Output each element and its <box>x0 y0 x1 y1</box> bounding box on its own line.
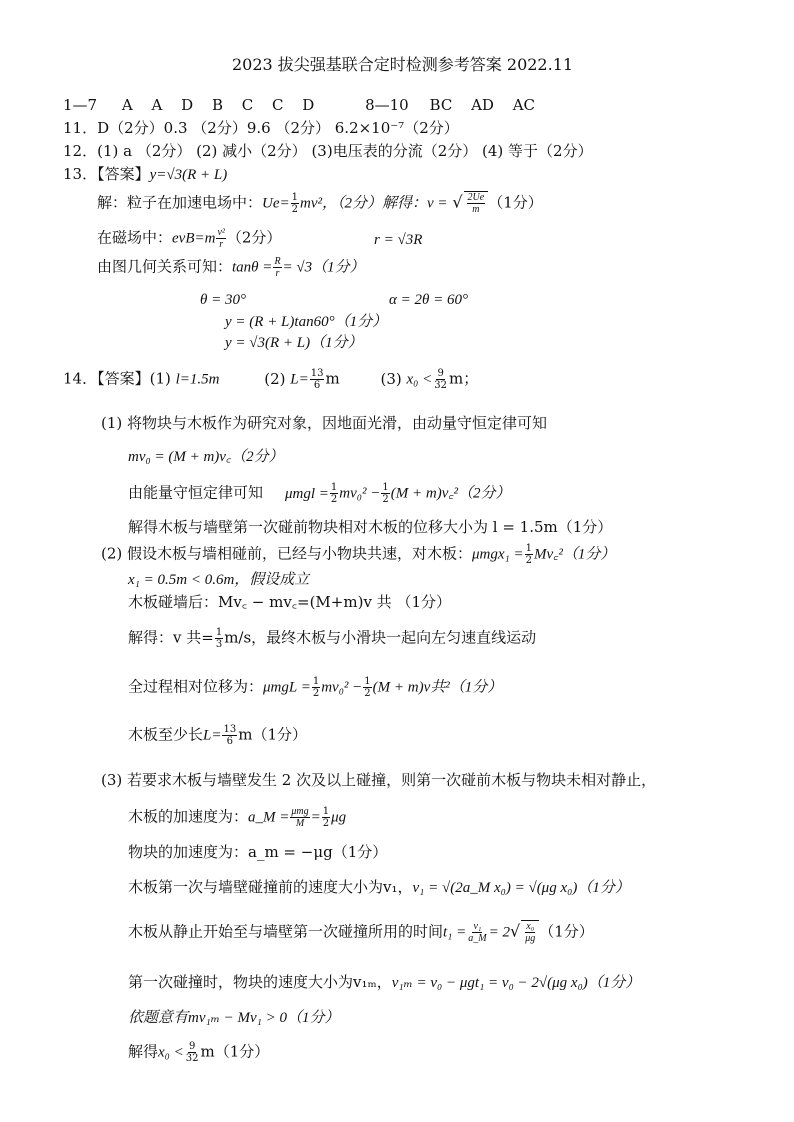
den: r <box>219 239 224 250</box>
q14-p3-line1: (3) 若要求木板与墙壁发生 2 次及以上碰撞，则第一次碰前木板与物块未相对静止， <box>101 771 657 789</box>
q13-theta: θ = 30° <box>200 292 246 308</box>
text: 木板第一次与墙壁碰撞前的速度大小为v₁， <box>128 878 413 896</box>
den: 2 <box>322 818 330 829</box>
choice-range-1: 1—7 <box>63 96 98 114</box>
q14-p3-line5 <box>128 920 594 944</box>
choice-range-2: 8—10 <box>365 96 409 114</box>
num: 1 <box>215 627 223 638</box>
fraction <box>467 192 486 215</box>
sqrt-sign: √ <box>452 192 463 212</box>
q14-p3-line6 <box>128 972 640 993</box>
num: 9 <box>188 1041 196 1052</box>
fraction <box>215 627 223 650</box>
text: (3) <box>380 369 407 388</box>
text: 解得：v 共= <box>128 628 214 647</box>
num: R <box>274 256 281 267</box>
num: 1 <box>312 676 320 687</box>
den: 2 <box>364 688 371 699</box>
choice-answer: AC <box>512 96 536 114</box>
text: m/s，最终木板与小滑块一起向左匀速直线运动 <box>224 628 537 647</box>
den: M <box>295 818 305 829</box>
q13-line-1 <box>97 191 543 215</box>
text: 解得 <box>128 1042 159 1061</box>
formula: v₁ₘ = v₀ − μgt₁ = v₀ − 2√(μg x₀)（1分） <box>391 975 641 991</box>
den: 32 <box>434 380 447 391</box>
answer-q14-head <box>63 368 478 391</box>
num: v₁ <box>473 921 482 932</box>
formula: μmgx₁ = <box>472 546 524 563</box>
fraction <box>216 227 225 250</box>
formula: a_M = <box>248 809 290 826</box>
q14-p3-line4 <box>128 877 630 898</box>
text: （1分） <box>488 193 543 212</box>
formula: mv₀² − <box>321 679 363 696</box>
answer-q12: 12．(1) a （2分） (2) 减小（2分） (3)电压表的分流（2分） (4) 等于（2分） <box>63 142 593 160</box>
formula: (M + m)v꜀²（2分） <box>390 485 511 502</box>
choice-answer: A <box>121 96 133 114</box>
answer-q11: 11．D（2分）0.3 （2分）9.6 （2分） 6.2×10⁻⁷（2分） <box>63 119 459 137</box>
q14-p3-line7: 依题意有mv₁ₘ − Mv₁ > 0（1分） <box>128 1010 340 1026</box>
q14-p1-eq2 <box>128 482 511 505</box>
text: 第一次碰撞时，物块的速度大小为v₁ₘ， <box>128 973 392 991</box>
num: 13 <box>223 724 237 735</box>
num: v² <box>217 227 225 238</box>
text: 木板至少长 <box>128 725 204 744</box>
text: （1分） <box>539 922 594 941</box>
fraction <box>330 482 338 505</box>
q13-line-2 <box>97 227 281 250</box>
q13-line-3 <box>97 256 365 279</box>
fraction <box>525 543 533 566</box>
num: 13 <box>310 368 324 379</box>
q14-p1: (1) 将物块与木板作为研究对象，因地面光滑，由动量守恒定律可知 <box>101 414 548 432</box>
answer-q13-head <box>63 164 227 185</box>
text: 在磁场中： <box>97 228 173 247</box>
den: 2 <box>382 494 389 505</box>
formula: x₀ < <box>158 1044 184 1061</box>
sqrt-sign: √ <box>510 921 521 941</box>
num: 1 <box>322 806 330 817</box>
formula: (M + m)v共²（1分） <box>372 679 503 696</box>
q14-p2-line4 <box>128 627 536 650</box>
formula: evB=m <box>172 230 216 247</box>
den: r <box>275 268 280 279</box>
text: 由图几何关系可知： <box>97 257 233 276</box>
formula: Mv꜀²（1分） <box>534 546 616 563</box>
num: 1 <box>330 482 338 493</box>
choice-answer: D <box>302 96 315 114</box>
q14-p3-line2 <box>128 806 346 829</box>
num: x₀ <box>526 921 535 932</box>
num: 1 <box>382 482 389 493</box>
fraction <box>310 368 325 391</box>
fraction <box>363 676 371 699</box>
choice-answer: B <box>211 96 223 114</box>
text: (2) 假设木板与墙相碰前，已经与小物块共速，对木板： <box>101 544 473 563</box>
formula: L= <box>203 727 222 744</box>
num: μmg <box>291 806 309 817</box>
q14-p3-line3: 物块的加速度为：a_m = −μg（1分） <box>128 843 388 861</box>
fraction <box>222 724 237 747</box>
text: m <box>325 369 340 388</box>
fraction <box>273 256 281 279</box>
q13-alpha: α = 2θ = 60° <box>389 292 468 308</box>
text: （2分） <box>226 228 282 247</box>
q14-p3-line8 <box>128 1041 269 1064</box>
den: 2 <box>525 555 533 566</box>
fraction <box>290 806 309 829</box>
den: 2 <box>330 494 338 505</box>
formula: μmgl = <box>285 485 329 502</box>
q13-r-result: r = √3R <box>374 232 423 248</box>
den: 6 <box>313 380 321 391</box>
q14-p2-line2: x₁ = 0.5m < 0.6m，假设成立 <box>128 572 310 588</box>
num: 1 <box>291 192 299 203</box>
page-title: 2023 拔尖强基联合定时检测参考答案 2022.11 <box>232 55 574 74</box>
formula: t₁ = <box>443 924 467 941</box>
q14-label: 14．【答案】(1) <box>63 369 176 388</box>
den: a_M <box>468 933 487 944</box>
sqrt-body <box>521 920 539 944</box>
q13-answer: y=√3(R + L) <box>149 167 228 183</box>
fraction <box>381 482 389 505</box>
text: m（1分） <box>200 1042 270 1061</box>
q14-p2-line1 <box>101 543 615 566</box>
q14-p1-eq1: mv₀ = (M + m)v꜀（2分） <box>128 449 284 465</box>
fraction <box>185 1041 200 1064</box>
text: 全过程相对位移为： <box>128 677 264 696</box>
den: 32 <box>185 1053 199 1064</box>
formula: L= <box>290 371 309 388</box>
q14-p1-result: 解得木板与墙壁第一次碰前物块相对木板的位移大小为 l = 1.5m（1分） <box>128 518 613 536</box>
formula: mv₀² − <box>339 485 381 502</box>
text: 由能量守恒定律可知 <box>128 483 264 502</box>
formula: x₀ < <box>406 371 433 388</box>
num: 1 <box>525 543 533 554</box>
choice-answer: BC <box>429 96 453 114</box>
fraction <box>291 192 299 215</box>
den: 6 <box>226 736 234 747</box>
fraction <box>433 368 448 391</box>
fraction <box>467 921 487 944</box>
text: 木板的加速度为： <box>128 807 249 826</box>
formula: = <box>310 809 321 826</box>
choice-answers <box>63 95 535 115</box>
den: 2 <box>291 204 299 215</box>
fraction <box>524 921 536 944</box>
fraction <box>312 676 320 699</box>
choice-answer: C <box>241 96 254 114</box>
choice-answer: AD <box>471 96 494 114</box>
den: 3 <box>215 639 223 650</box>
formula: mv²，（2分）解得： <box>300 195 428 212</box>
formula: v = <box>427 195 448 212</box>
q14-p2-line6 <box>128 724 307 747</box>
text: 解：粒子在加速电场中： <box>97 193 263 212</box>
den: μg <box>525 933 536 944</box>
q14-answer-1: l=1.5m <box>175 371 220 388</box>
num: 1 <box>364 676 371 687</box>
q13-y1: y = (R + L)tan60°（1分） <box>225 314 388 330</box>
formula: μmgL = <box>263 679 311 696</box>
choice-answer: C <box>272 96 284 114</box>
q13-y2: y = √3(R + L)（1分） <box>225 335 363 351</box>
choice-answer: D <box>181 96 194 114</box>
num: 9 <box>437 368 444 379</box>
text: (2) <box>264 369 291 388</box>
formula: μg <box>331 809 347 826</box>
formula: Ue= <box>262 195 290 212</box>
formula: v₁ = √(2a_M x₀) = √(μg x₀)（1分） <box>412 880 630 896</box>
den: m <box>472 204 480 215</box>
choice-answer: A <box>151 96 163 114</box>
text: m； <box>449 369 479 388</box>
num: 2Ue <box>467 192 485 203</box>
q14-p2-line3: 木板碰墙后：Mv꜀ − mv꜀=(M+m)v 共 （1分） <box>128 593 451 611</box>
formula: = 2 <box>488 924 510 941</box>
fraction <box>322 806 330 829</box>
sqrt-body <box>464 191 489 215</box>
text: 木板从静止开始至与墙壁第一次碰撞所用的时间 <box>128 922 444 941</box>
text: m（1分） <box>238 725 307 744</box>
q14-p2-line5 <box>128 676 502 699</box>
formula: tanθ = <box>232 259 273 276</box>
formula: = √3（1分） <box>282 259 365 276</box>
den: 2 <box>312 688 320 699</box>
q13-label: 13．【答案】 <box>63 165 150 183</box>
